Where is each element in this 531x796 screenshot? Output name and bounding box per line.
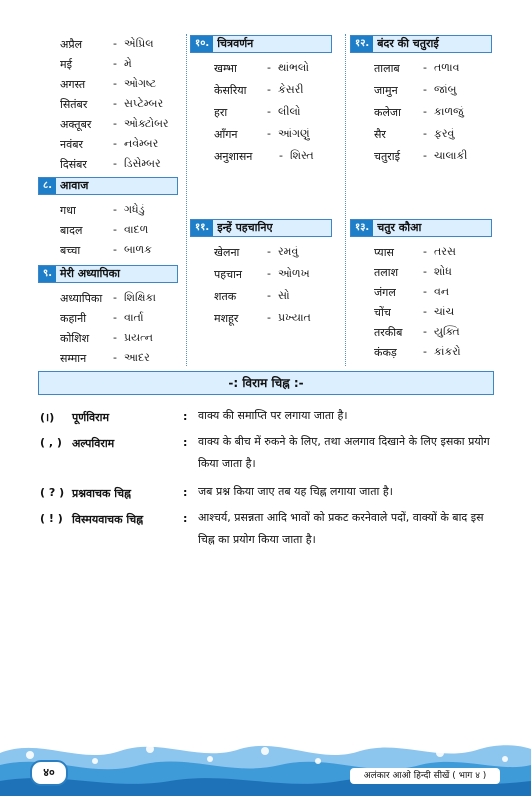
section-title: मेरी अध्यापिका bbox=[60, 267, 120, 280]
section-header-chitravarnan bbox=[190, 35, 332, 53]
punctuation-name: प्रश्नवाचक चिह्न bbox=[72, 487, 131, 500]
word-row: चोंच - ચાંચ bbox=[374, 305, 455, 319]
word-row: आँगन - આંગણું bbox=[214, 127, 310, 141]
word-row: अगस्त - ઓગષ્ટ bbox=[60, 77, 157, 91]
section-number: १०. bbox=[191, 36, 213, 52]
word-row: तालाब - તળાવ bbox=[374, 61, 460, 75]
section-header-chatur-kaua bbox=[350, 219, 492, 237]
section-number: ८. bbox=[39, 178, 56, 194]
word-row: अक्तूबर - ઓક્ટોબર bbox=[60, 117, 169, 131]
section-title: बंदर की चतुराई bbox=[377, 37, 439, 50]
punctuation-name: पूर्णविराम bbox=[72, 411, 110, 424]
page-number: ४० bbox=[30, 760, 68, 786]
column-divider bbox=[186, 34, 187, 366]
word-row: प्यास - તરસ bbox=[374, 245, 456, 259]
punctuation-colon: : bbox=[183, 512, 188, 525]
section-title: चित्रवर्णन bbox=[217, 37, 254, 50]
punctuation-mark: ( , ) bbox=[40, 436, 62, 449]
word-row: कलेजा - કાળજું bbox=[374, 105, 464, 119]
punctuation-name: अल्पविराम bbox=[72, 437, 115, 450]
word-row: खम्भा - થાંભલો bbox=[214, 61, 309, 75]
word-row: जंगल - વન bbox=[374, 285, 450, 299]
punctuation-colon: : bbox=[183, 436, 188, 449]
section-number: १२. bbox=[351, 36, 373, 52]
word-row: शतक - સો bbox=[214, 289, 290, 303]
word-row: तरकीब - યુક્તિ bbox=[374, 325, 460, 339]
punctuation-mark: ( ? ) bbox=[40, 486, 65, 499]
punctuation-mark: (।) bbox=[40, 411, 55, 424]
word-row: सम्मान - આદર bbox=[60, 351, 150, 365]
section-title: चतुर कौआ bbox=[377, 221, 422, 234]
punctuation-description: वाक्य के बीच में रुकने के लिए, तथा अलगाव दिखाने के लिए इसका प्रयोग किया जाता है। bbox=[198, 435, 490, 470]
word-row: केसरिया - કેસરી bbox=[214, 83, 304, 97]
word-row: सितंबर - સપ્ટેમ્બર bbox=[60, 97, 164, 111]
punctuation-description: जब प्रश्न किया जाए तब यह चिह्न लगाया जाता है। bbox=[198, 485, 393, 498]
section-header-awaaz bbox=[38, 177, 178, 195]
word-row: सैर - ફરવું bbox=[374, 127, 455, 141]
word-row: नवंबर - નવેમ્બર bbox=[60, 137, 159, 151]
section-header-bandar-ki-chaturai bbox=[350, 35, 492, 53]
punctuation-description: आश्चर्य, प्रसन्नता आदि भावों को प्रकट करनेवाले पदों, वाक्यों के बाद इस चिह्न का प्रयोग किया जाता है। bbox=[198, 511, 484, 546]
punctuation-heading: -: विराम चिह्न :- bbox=[38, 371, 494, 395]
word-row: हरा - લીલો bbox=[214, 105, 301, 119]
section-number: ११. bbox=[191, 220, 213, 236]
punctuation-description: वाक्य की समाप्ति पर लगाया जाता है। bbox=[198, 409, 348, 422]
word-row: तलाश - શોધ bbox=[374, 265, 452, 279]
word-row: कोशिश - પ્રયત્ન bbox=[60, 331, 153, 345]
section-title: आवाज bbox=[60, 179, 89, 192]
word-row: जामुन - જાંબુ bbox=[374, 83, 457, 97]
punctuation-name: विस्मयवाचक चिह्न bbox=[72, 513, 144, 526]
word-row: बादल - વાદળ bbox=[60, 223, 149, 237]
section-title: इन्हें पहचानिए bbox=[217, 221, 273, 234]
column-divider bbox=[345, 34, 346, 366]
word-row: चतुराई - ચાલાકી bbox=[374, 149, 468, 163]
word-row: अप्रैल - એપ્રિલ bbox=[60, 37, 154, 51]
punctuation-mark: ( ! ) bbox=[40, 512, 63, 525]
section-header-meri-adhyapika bbox=[38, 265, 178, 283]
section-number: ९. bbox=[39, 266, 56, 282]
word-row: गधा - ગધેડું bbox=[60, 203, 145, 217]
word-row: अध्यापिका - શિક્ષિકા bbox=[60, 291, 156, 305]
word-row: कंकड़ - કાંકરો bbox=[374, 345, 461, 359]
book-title: अलंकार आओ हिन्दी सीखें ( भाग ४ ) bbox=[350, 768, 500, 784]
word-row: खेलना - રમવું bbox=[214, 245, 299, 259]
word-row: दिसंबर - ડિસેમ્બર bbox=[60, 157, 161, 171]
punctuation-colon: : bbox=[183, 410, 188, 423]
section-header-inhen-pahchaniye bbox=[190, 219, 332, 237]
footer-wave-decoration bbox=[0, 735, 531, 796]
word-row: पहचान - ઓળખ bbox=[214, 267, 310, 281]
section-number: १३. bbox=[351, 220, 373, 236]
punctuation-colon: : bbox=[183, 486, 188, 499]
word-row: मशहूर - પ્રખ્યાત bbox=[214, 311, 311, 325]
word-row: बच्चा - બાળક bbox=[60, 243, 152, 257]
word-row: कहानी - વાર્તા bbox=[60, 311, 144, 325]
word-row: मई - મે bbox=[60, 57, 132, 71]
word-row: अनुशासन - શિસ્ત bbox=[214, 149, 314, 163]
